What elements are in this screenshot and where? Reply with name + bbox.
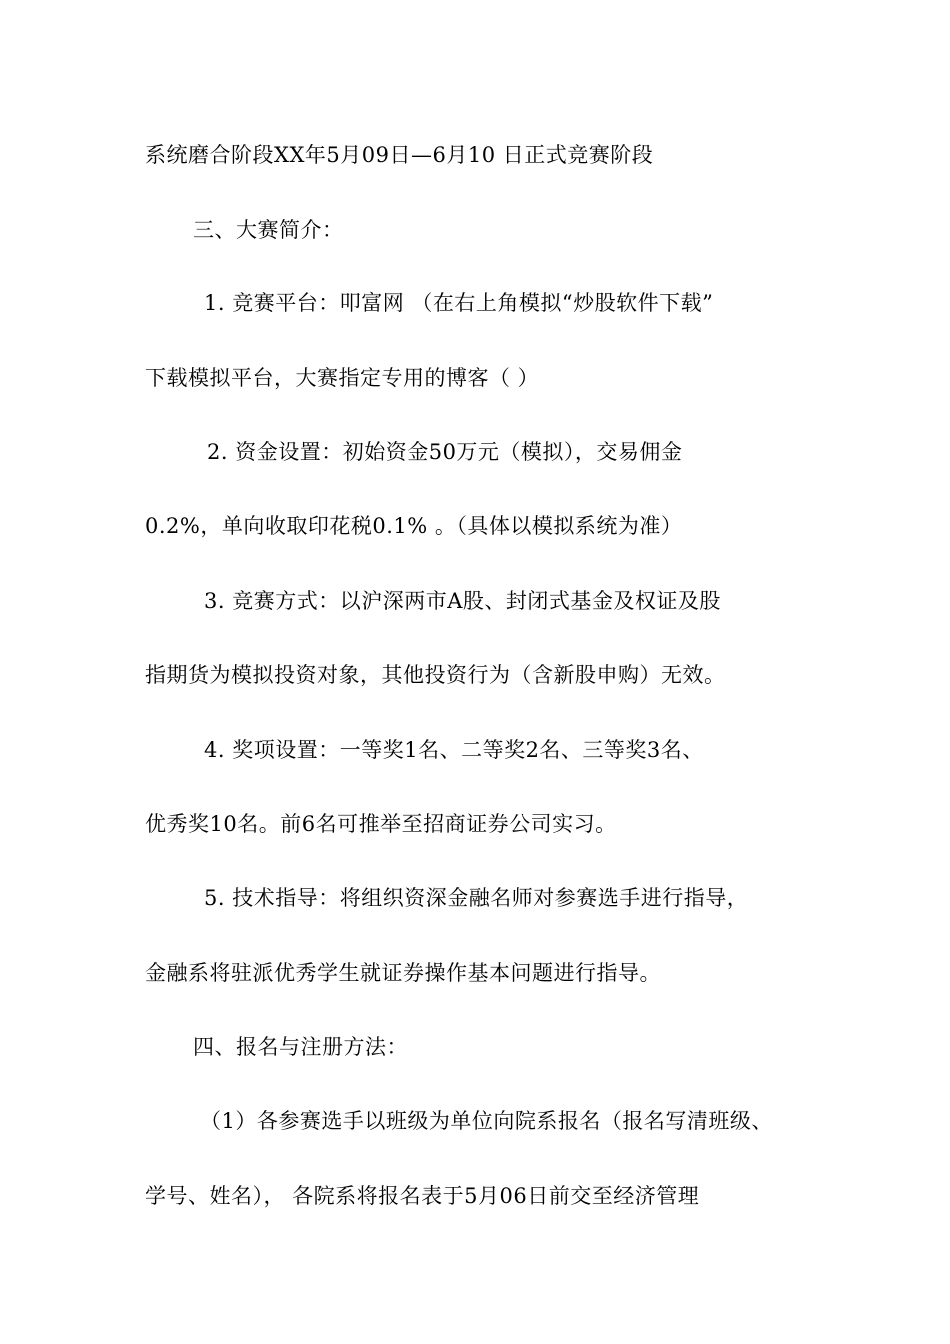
section-heading-registration: 四、报名与注册方法： [193,1035,408,1059]
list-item-registration: （1）各参赛选手以班级为单位向院系报名（报名写清班级、 [200,1109,773,1133]
text-line-method-cont: 指期货为模拟投资对象，其他投资行为（含新股申购）无效。 [145,663,726,687]
list-item-funds: 2. 资金设置：初始资金50万元（模拟），交易佣金 [207,440,683,464]
list-item-method: 3. 竞赛方式：以沪深两市A股、封闭式基金及权证及股 [204,589,721,613]
list-item-platform: 1. 竞赛平台：叩富网 （在右上角模拟“炒股软件下载” [204,291,714,315]
text-line-awards-cont: 优秀奖10名。前6名可推举至招商证券公司实习。 [145,812,617,836]
section-heading-introduction: 三、大赛简介： [193,218,344,242]
text-line-schedule: 系统磨合阶段XX年5月09日—6月10 日正式竞赛阶段 [145,143,654,167]
text-line-guidance-cont: 金融系将驻派优秀学生就证券操作基本问题进行指导。 [145,961,661,985]
text-line-platform-cont: 下载模拟平台，大赛指定专用的博客（ ） [145,366,540,390]
list-item-guidance: 5. 技术指导：将组织资深金融名师对参赛选手进行指导， [204,886,749,910]
list-item-awards: 4. 奖项设置：一等奖1名、二等奖2名、三等奖3名、 [204,738,704,762]
text-line-registration-cont: 学号、姓名）， 各院系将报名表于5月06日前交至经济管理 [145,1184,700,1208]
text-line-funds-cont: 0.2%，单向收取印花税0.1% 。（具体以模拟系统为准） [145,514,683,538]
